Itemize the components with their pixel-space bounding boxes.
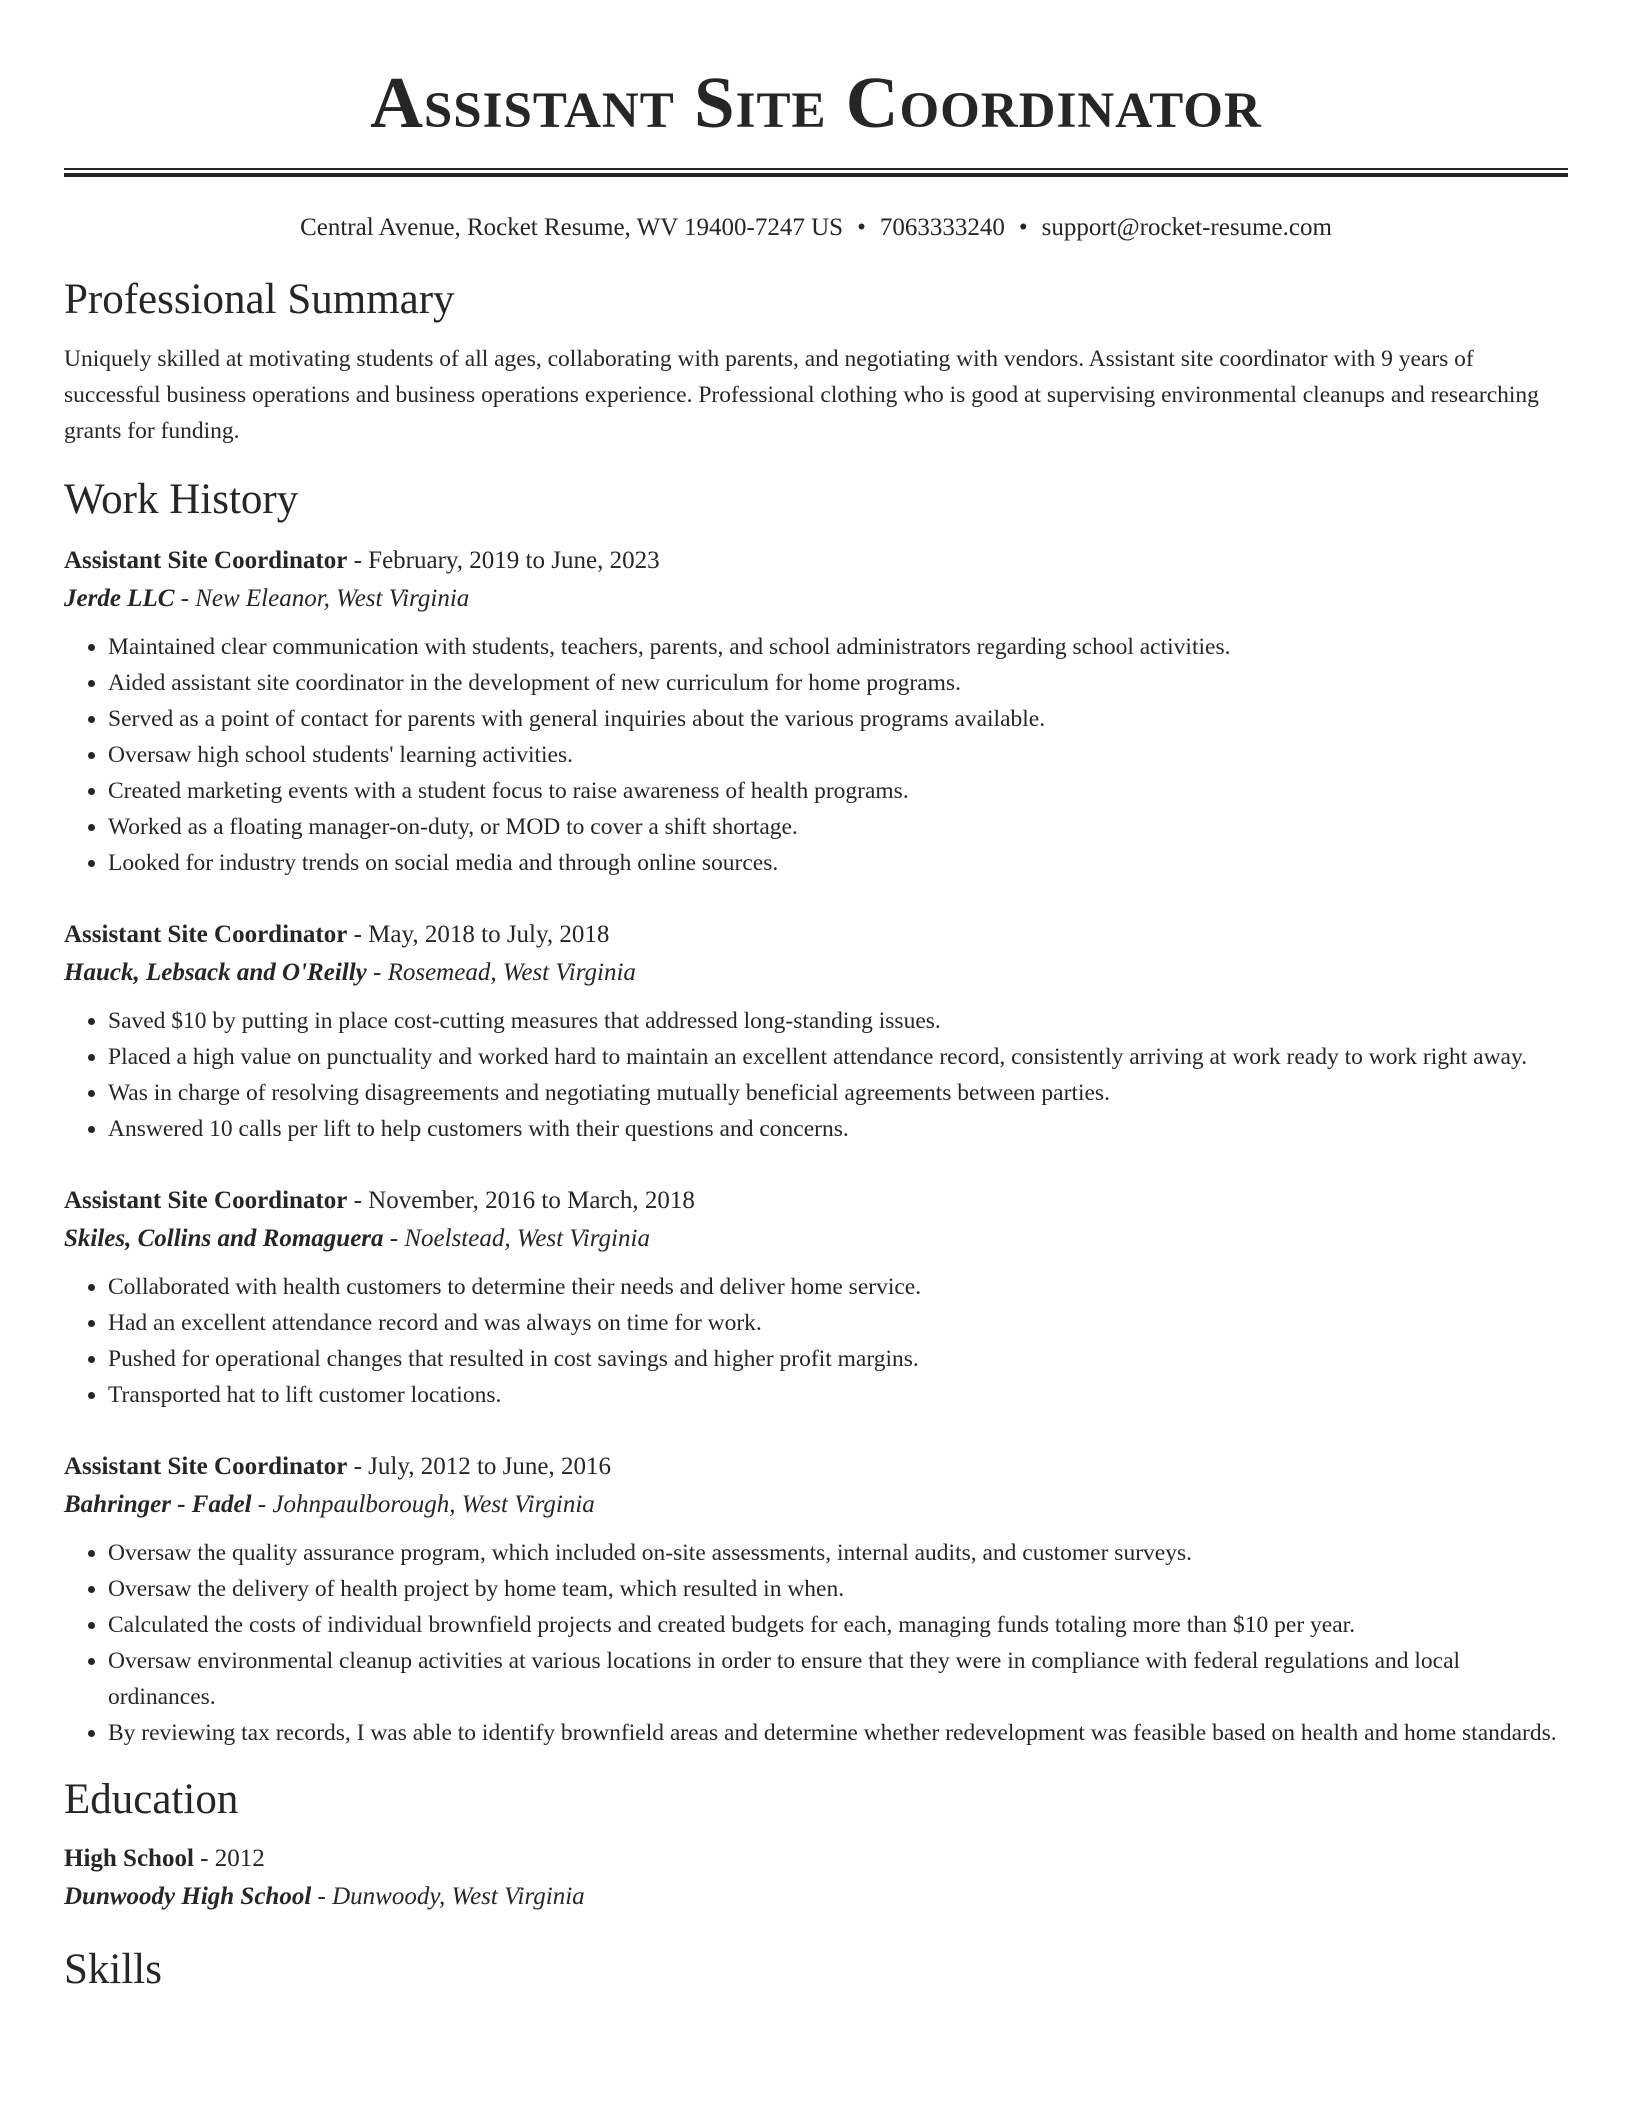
degree-year: - 2012 [193,1845,265,1872]
company-name: Hauck, Lebsack and O'Reilly [64,959,367,986]
skills-heading: Skills [64,1946,162,1993]
job-bullet: • Collaborated with health customers to determine their needs and deliver home service. [108,1269,1568,1305]
job-bullet: • Worked as a floating manager-on-duty, or MOD to cover a shift shortage. [108,809,1568,845]
company-location: - Noelstead, West Virginia [383,1225,650,1252]
education-entry [64,1841,1568,1917]
company-name: Jerde LLC [64,585,175,612]
contact-address: Central Avenue, Rocket Resume, WV 19400-7247 US [300,214,844,241]
company-line [64,1485,1568,1525]
contact-separator: • [1018,214,1028,241]
job-bullet: • Served as a point of contact for parents with general inquiries about the various programs available. [108,701,1568,737]
company-name: Skiles, Collins and Romaguera [64,1225,384,1252]
job-bullet: • Oversaw environmental cleanup activities at various locations in order to ensure that they were in compliance with federal regulations and local ordinances. [108,1643,1568,1715]
job-entry [64,543,1568,881]
summary-text: Uniquely skilled at motivating students of all ages, collaborating with parents, and negotiating with vendors. Assistant site coordinator with 9 years of successful business operations and business operations experience. Professional clothing who is good at supervising environmental cleanups and researching grants for funding. [64,346,1539,444]
school-name: Dunwoody High School [64,1883,312,1910]
resume-title: Assistant Site Coordinator [370,62,1262,143]
company-location: - Johnpaulborough, West Virginia [251,1491,595,1518]
job-bullet: • Placed a high value on punctuality and worked hard to maintain an excellent attendance record, consistently arriving at work ready to work right away. [108,1039,1568,1075]
job-bullet: • By reviewing tax records, I was able to identify brownfield areas and determine whether redevelopment was feasible based on health and home standards. [108,1715,1568,1751]
company-line [64,579,1568,619]
job-entry [64,1183,1568,1413]
job-bullet: • Created marketing events with a student focus to raise awareness of health programs. [108,773,1568,809]
job-title-line [64,1183,1568,1219]
job-title-line [64,1449,1568,1485]
job-bullet: • Calculated the costs of individual brownfield projects and created budgets for each, managing funds totaling more than $10 per year. [108,1607,1568,1643]
job-title: Assistant Site Coordinator [64,547,348,574]
job-bullet: • Oversaw the quality assurance program, which included on-site assessments, internal audits, and customer surveys. [108,1535,1568,1571]
contact-email: support@rocket-resume.com [1041,214,1332,241]
contact-phone: 7063333240 [879,214,1005,241]
job-bullet: • Oversaw high school students' learning activities. [108,737,1568,773]
job-bullets [64,1003,1568,1147]
school-line [64,1877,1568,1917]
company-name: Bahringer - Fadel [64,1491,252,1518]
job-dates: - February, 2019 to June, 2023 [347,547,660,574]
job-bullet: • Had an excellent attendance record and was always on time for work. [108,1305,1568,1341]
resume-page [64,0,1568,1995]
job-bullets [64,1535,1568,1751]
job-title: Assistant Site Coordinator [64,1453,348,1480]
job-dates: - July, 2012 to June, 2016 [347,1453,611,1480]
job-title-line [64,917,1568,953]
job-bullet: • Maintained clear communication with students, teachers, parents, and school administrators regarding school activities. [108,629,1568,665]
work-history-heading: Work History [64,476,299,523]
degree: High School [64,1845,194,1872]
title-divider [64,168,1568,177]
company-line [64,953,1568,993]
education-heading: Education [64,1776,239,1823]
school-location: - Dunwoody, West Virginia [311,1883,585,1910]
job-title: Assistant Site Coordinator [64,1187,348,1214]
job-bullet: • Looked for industry trends on social media and through online sources. [108,845,1568,881]
job-bullets [64,1269,1568,1413]
job-bullet: • Saved $10 by putting in place cost-cutting measures that addressed long-standing issues. [108,1003,1568,1039]
job-bullet: • Oversaw the delivery of health project by home team, which resulted in when. [108,1571,1568,1607]
job-bullet: • Aided assistant site coordinator in the development of new curriculum for home programs. [108,665,1568,701]
summary-heading: Professional Summary [64,276,455,323]
job-bullet: • Pushed for operational changes that resulted in cost savings and higher profit margins. [108,1341,1568,1377]
company-location: - Rosemead, West Virginia [366,959,636,986]
job-dates: - May, 2018 to July, 2018 [347,921,610,948]
company-line [64,1219,1568,1259]
job-bullet: • Transported hat to lift customer locations. [108,1377,1568,1413]
contact-separator: • [857,214,866,241]
job-bullet: • Answered 10 calls per lift to help customers with their questions and concerns. [108,1111,1568,1147]
job-entry [64,917,1568,1147]
degree-line [64,1841,1568,1877]
job-title-line [64,543,1568,579]
contact-line [64,211,1568,245]
job-bullets [64,629,1568,881]
job-dates: - November, 2016 to March, 2018 [347,1187,695,1214]
job-bullet: • Was in charge of resolving disagreements and negotiating mutually beneficial agreements between parties. [108,1075,1568,1111]
company-location: - New Eleanor, West Virginia [174,585,470,612]
job-title: Assistant Site Coordinator [64,921,348,948]
job-entry [64,1449,1568,1751]
